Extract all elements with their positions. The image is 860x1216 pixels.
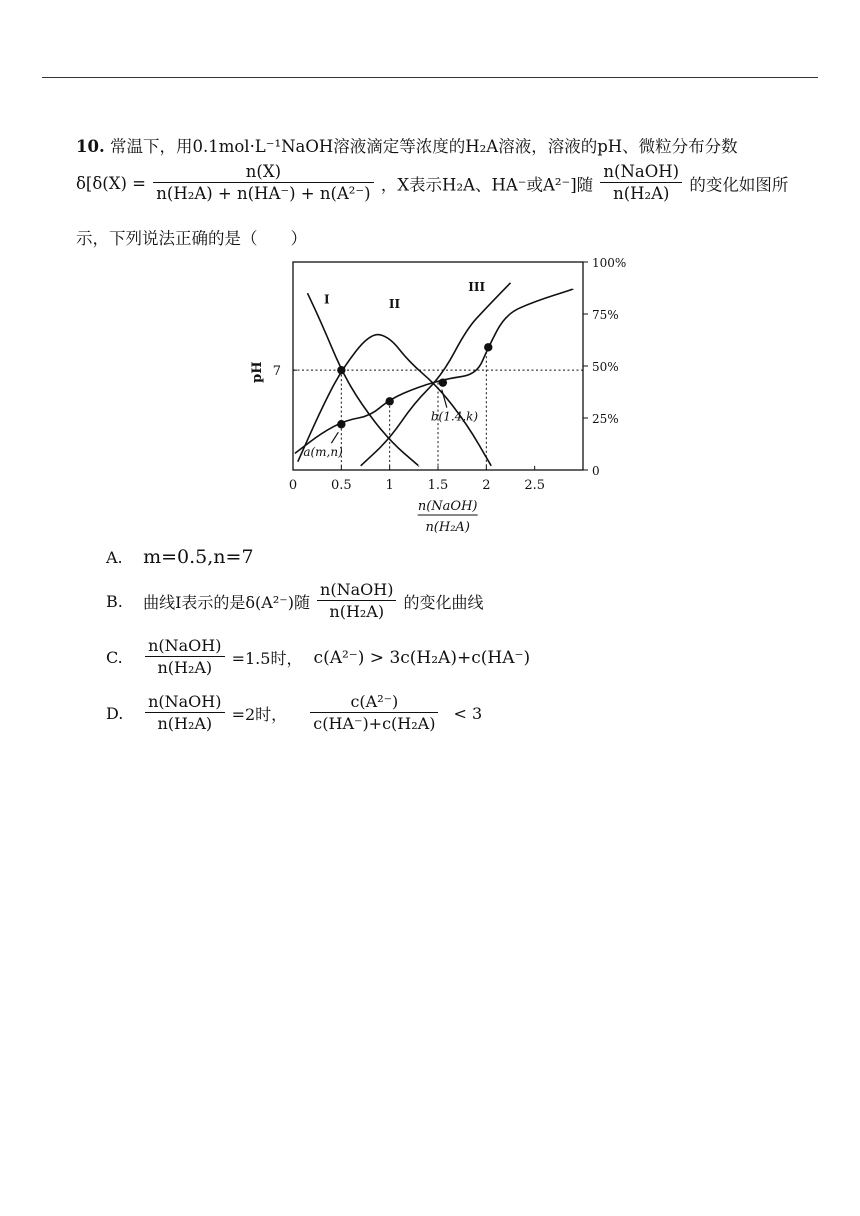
option-c-numerator: n(NaOH) bbox=[145, 636, 224, 657]
option-b-fraction bbox=[317, 580, 396, 623]
option-d-ratio-denominator: c(HA⁻)+c(H₂A) bbox=[313, 714, 436, 733]
option-b-post: 的变化曲线 bbox=[403, 593, 484, 612]
plot-frame bbox=[293, 262, 583, 470]
x-tick-label: 2 bbox=[482, 478, 491, 493]
question-line-1 bbox=[76, 133, 738, 157]
option-c-expression: c(A²⁻) > 3c(H₂A)+c(HA⁻) bbox=[313, 647, 531, 668]
right-tick-label: 0 bbox=[592, 464, 600, 478]
option-a-label: A. bbox=[106, 548, 123, 567]
option-d-post: < 3 bbox=[453, 704, 483, 723]
curve-label-i: I bbox=[324, 292, 330, 307]
curve-label-iii: III bbox=[468, 280, 486, 295]
data-point bbox=[337, 366, 345, 374]
x-axis-label-numerator: n(NaOH) bbox=[417, 499, 478, 514]
option-d-denominator: n(H₂A) bbox=[157, 714, 213, 733]
x-axis-label-denominator: n(H₂A) bbox=[425, 520, 470, 535]
left-tick-label: 7 bbox=[272, 364, 281, 380]
option-b-numerator: n(NaOH) bbox=[317, 580, 396, 601]
option-d[interactable] bbox=[106, 692, 482, 735]
right-tick-label: 75% bbox=[592, 308, 619, 322]
point-arrow-a bbox=[331, 432, 338, 443]
option-d-ratio-fraction bbox=[310, 692, 438, 735]
question-line-2 bbox=[76, 162, 788, 205]
titration-chart bbox=[250, 250, 650, 540]
delta-lhs: δ[δ(X) = bbox=[76, 174, 146, 193]
x-tick-label: 1 bbox=[385, 478, 394, 493]
point-label-b: b(1.4,k) bbox=[430, 409, 479, 424]
delta-fraction bbox=[153, 162, 373, 205]
x-tick-label: 0.5 bbox=[330, 478, 352, 493]
ratio-numerator: n(NaOH) bbox=[600, 162, 682, 183]
point-label-a: a(m,n) bbox=[303, 445, 343, 460]
delta-numerator: n(X) bbox=[153, 162, 373, 183]
data-point bbox=[484, 343, 492, 351]
data-point bbox=[337, 420, 345, 428]
curve-ph bbox=[295, 289, 573, 453]
x-tick-label: 2.5 bbox=[524, 478, 546, 493]
data-point bbox=[385, 397, 393, 405]
option-c-denominator: n(H₂A) bbox=[157, 658, 213, 677]
curve-i bbox=[308, 293, 419, 466]
option-b-denominator: n(H₂A) bbox=[329, 602, 385, 621]
option-a[interactable] bbox=[106, 546, 254, 568]
y-axis-label: pH bbox=[250, 361, 265, 383]
delta-tail: 的变化如图所 bbox=[689, 175, 789, 195]
option-b-pre: 曲线I表示的是δ(A²⁻)随 bbox=[143, 593, 310, 612]
question-intro: 常温下，用0.1mol·L⁻¹NaOH溶液滴定等浓度的H₂A溶液，溶液的pH、微粒分布分数 bbox=[109, 137, 738, 156]
ratio-denominator: n(H₂A) bbox=[613, 184, 670, 203]
option-c-mid: =1.5时， bbox=[231, 649, 303, 668]
x-tick-label: 1.5 bbox=[427, 478, 449, 493]
curve-iii bbox=[361, 283, 511, 466]
question-number: 10. bbox=[76, 137, 105, 156]
option-c[interactable] bbox=[106, 636, 530, 679]
right-tick-label: 100% bbox=[592, 256, 627, 270]
option-d-label: D. bbox=[106, 704, 124, 723]
question-prompt: 示，下列说法正确的是（ ） bbox=[76, 229, 307, 248]
data-point bbox=[439, 378, 447, 386]
ratio-fraction bbox=[600, 162, 682, 205]
option-b-label: B. bbox=[106, 592, 123, 611]
option-d-numerator: n(NaOH) bbox=[145, 692, 224, 713]
option-b[interactable] bbox=[106, 580, 484, 623]
delta-denominator: n(H₂A) + n(HA⁻) + n(A²⁻) bbox=[156, 184, 371, 203]
option-a-text: m=0.5,n=7 bbox=[143, 546, 254, 568]
right-tick-label: 25% bbox=[592, 412, 619, 426]
option-d-fraction bbox=[145, 692, 224, 735]
question-line-3 bbox=[76, 225, 307, 249]
right-tick-label: 50% bbox=[592, 360, 619, 374]
option-c-fraction bbox=[145, 636, 224, 679]
x-tick-label: 0 bbox=[288, 478, 298, 493]
option-c-label: C. bbox=[106, 648, 123, 667]
header-rule bbox=[42, 77, 818, 78]
curve-label-ii: II bbox=[388, 296, 401, 311]
option-d-mid: =2时， bbox=[231, 705, 288, 724]
delta-after: ，X表示H₂A、HA⁻或A²⁻]随 bbox=[380, 175, 594, 195]
option-d-ratio-numerator: c(A²⁻) bbox=[310, 692, 438, 713]
